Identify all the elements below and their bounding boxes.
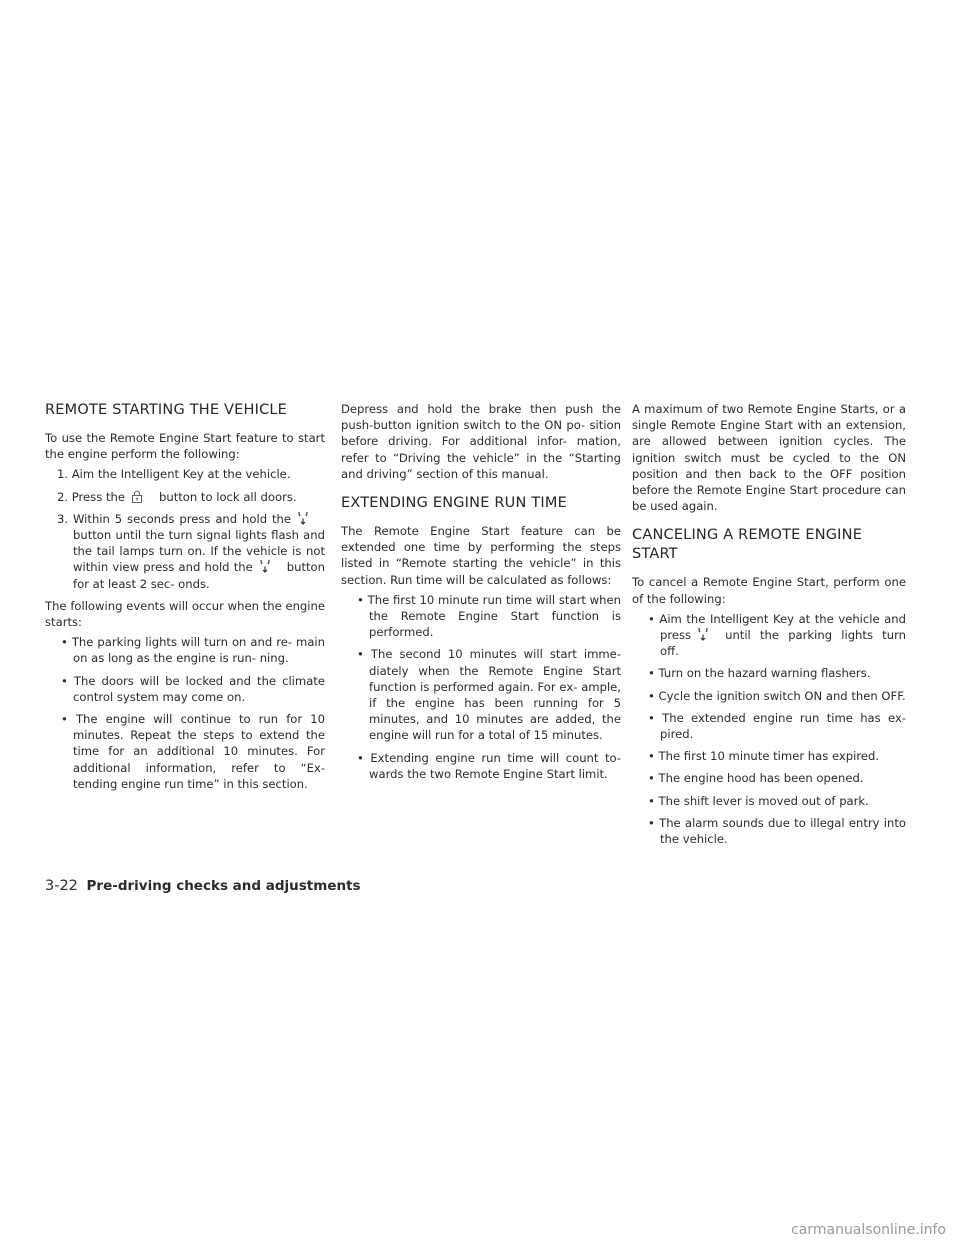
list-item: • The first 10 minute timer has expired. — [648, 749, 880, 764]
list-item: • Aim the Intelligent Key at the vehicle and press until the parking lights turn off. — [648, 611, 906, 659]
list-item: • The engine hood has been opened. — [648, 771, 864, 786]
heading-extending-run-time: EXTENDING ENGINE RUN TIME — [341, 495, 567, 512]
list-item: • Extending engine run time will count to- wards the two Remote Engine Start limit. — [357, 750, 621, 781]
events-intro: The following events will occur when the engine starts: — [45, 598, 325, 630]
page-number: 3-22 — [45, 878, 78, 894]
list-item: • The shift lever is moved out of park. — [648, 793, 869, 808]
remote-start-button-icon — [297, 512, 309, 525]
brake-paragraph: Depress and hold the brake then push the push-button ignition switch to the ON po- sition before driving. For additional infor- mation, refer to “Driving the vehicle” in the “Starting and driving” section of this manual. — [341, 402, 621, 481]
extending-intro: The Remote Engine Start feature can be extended one time by performing the steps listed in “Remote starting the vehicle” in this section. Run time will be calculated as follows: — [341, 524, 621, 587]
heading-canceling: CANCELING A REMOTE ENGINE START — [632, 527, 863, 563]
step-2: 2. Press the button to lock all doors. — [57, 489, 297, 504]
list-item: • The parking lights will turn on and re- main on as long as the engine is run- ning. — [61, 635, 325, 666]
events-list — [45, 634, 325, 792]
list-item: • The extended engine run time has ex- pired. — [648, 710, 906, 742]
list-item: • The first 10 minute run time will start when the Remote Engine Start function is performed. — [357, 592, 621, 640]
watermark: carmanualsonline.info — [791, 1222, 946, 1238]
column-2 — [341, 401, 621, 788]
maximum-starts-paragraph: A maximum of two Remote Engine Starts, or a single Remote Engine Start with an extension, are allowed between ignition cycles. The ignition switch must be cycled to the ON position and then back to the OFF position before the Remote Engine Start procedure can be used again. — [632, 402, 906, 514]
list-item: • The doors will be locked and the climate control system may come on. — [61, 673, 325, 704]
intro-paragraph: To use the Remote Engine Start feature to start the engine perform the following: — [45, 431, 325, 462]
column-1 — [45, 401, 325, 798]
step-1: 1. Aim the Intelligent Key at the vehicle. — [57, 467, 291, 482]
list-item: • The second 10 minutes will start imme- diately when the Remote Engine Start function is performed again. For ex- ample, if the engine has been running for 5 minutes, and 10 minutes are added, the engine will run for a total of 15 minutes. — [357, 647, 621, 743]
canceling-list — [632, 611, 906, 847]
remote-start-button-icon — [259, 560, 271, 573]
list-item: • Turn on the hazard warning flashers. — [648, 666, 871, 681]
list-item: • The alarm sounds due to illegal entry into the vehicle. — [648, 815, 906, 847]
list-item: • The engine will continue to run for 10 minutes. Repeat the steps to extend the time for an additional 10 minutes. For additional information, refer to “Ex- tending engine run time” in this section. — [61, 712, 325, 791]
page-footer — [45, 878, 361, 894]
extending-list — [341, 592, 621, 782]
lock-button-icon — [131, 490, 143, 503]
canceling-intro: To cancel a Remote Engine Start, perform one of the following: — [632, 575, 906, 606]
steps-list — [45, 466, 325, 591]
step-3: 3. Within 5 seconds press and hold the button until the turn signal lights flash and the tail lamps turn on. If the vehicle is not within view press and hold the button for at least 2 sec- onds. — [45, 511, 325, 592]
list-item: • Cycle the ignition switch ON and then OFF. — [648, 688, 906, 703]
section-title: Pre-driving checks and adjustments — [86, 878, 361, 894]
remote-start-button-icon — [697, 628, 709, 641]
heading-remote-starting: REMOTE STARTING THE VEHICLE — [45, 402, 288, 418]
column-3 — [632, 401, 906, 853]
